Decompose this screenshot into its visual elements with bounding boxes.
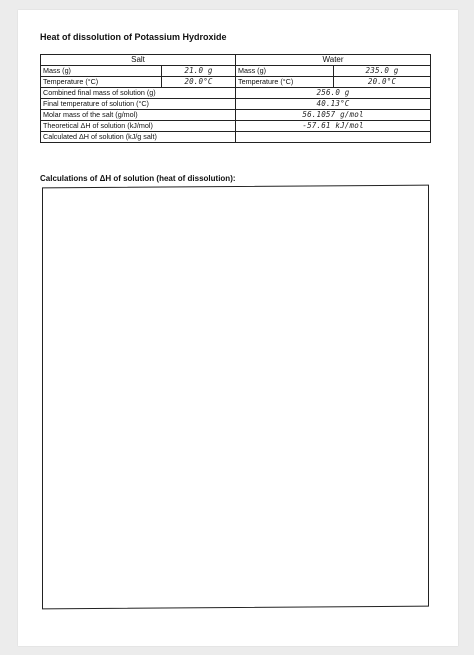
- combined-mass-label: Combined final mass of solution (g): [41, 88, 236, 99]
- salt-mass-value: 21.0 g: [162, 66, 236, 77]
- molar-mass-value: 56.1057 g/mol: [236, 110, 431, 121]
- theoretical-dh-value: -57.61 kJ/mol: [236, 121, 431, 132]
- calculated-dh-label: Calculated ΔH of solution (kJ/g salt): [41, 132, 236, 143]
- theoretical-dh-label: Theoretical ΔH of solution (kJ/mol): [41, 121, 236, 132]
- salt-temp-label: Temperature (°C): [41, 77, 162, 88]
- combined-mass-value: 256.0 g: [236, 88, 431, 99]
- water-header: Water: [236, 55, 431, 66]
- data-table: [40, 54, 431, 143]
- water-temp-label: Temperature (°C): [236, 77, 334, 88]
- table-row: [41, 121, 431, 132]
- calculations-label: Calculations of ΔH of solution (heat of dissolution):: [40, 174, 236, 183]
- calculations-box: [42, 185, 429, 610]
- table-row: [41, 77, 431, 88]
- molar-mass-label: Molar mass of the salt (g/mol): [41, 110, 236, 121]
- water-mass-value: 235.0 g: [334, 66, 431, 77]
- table-row: [41, 110, 431, 121]
- worksheet-page: [18, 10, 458, 646]
- table-header-row: [41, 55, 431, 66]
- page-title: Heat of dissolution of Potassium Hydroxide: [40, 32, 227, 42]
- table-row: [41, 88, 431, 99]
- final-temp-value: 40.13°C: [236, 99, 431, 110]
- final-temp-label: Final temperature of solution (°C): [41, 99, 236, 110]
- table-row: [41, 66, 431, 77]
- water-mass-label: Mass (g): [236, 66, 334, 77]
- table-row: [41, 132, 431, 143]
- salt-header: Salt: [41, 55, 236, 66]
- salt-temp-value: 20.0°C: [162, 77, 236, 88]
- calculated-dh-value: [236, 132, 431, 143]
- salt-mass-label: Mass (g): [41, 66, 162, 77]
- table-row: [41, 99, 431, 110]
- water-temp-value: 20.0°C: [334, 77, 431, 88]
